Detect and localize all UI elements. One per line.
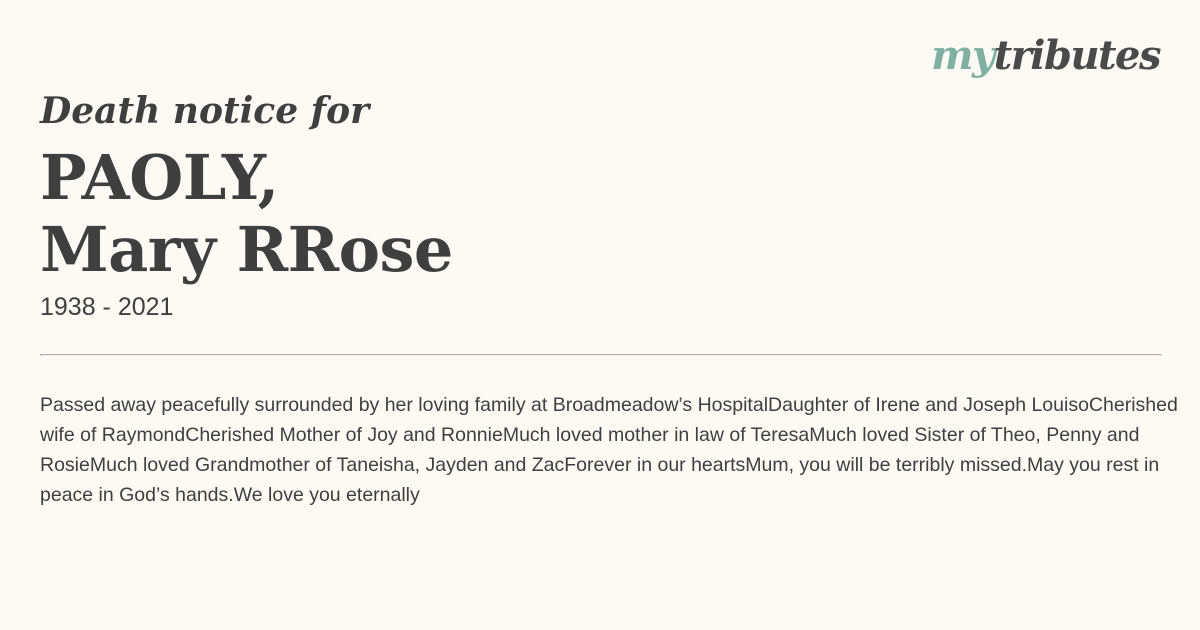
deceased-name [40, 142, 453, 286]
notice-intro: Death notice for [40, 90, 370, 132]
deceased-given-names: Mary RRose [40, 213, 453, 286]
deceased-surname: PAOLY, [40, 141, 279, 214]
divider [40, 354, 1162, 356]
logo-tributes: tributes [993, 32, 1160, 79]
logo-my: my [931, 32, 994, 79]
mytributes-logo [931, 32, 1160, 79]
life-years: 1938 - 2021 [40, 293, 174, 321]
notice-message: Passed away peacefully surrounded by her loving family at Broadmeadow’s HospitalDaughter of Irene and Joseph LouisoCherished wife of RaymondCherished Mother of Joy and RonnieMuch loved mother in law of TeresaMuch loved Sister of Theo, Penny and RosieMuch loved Grandmother of Taneisha, Jayden and ZacForever in our heartsMum, you will be terribly missed.May you rest in peace in God’s hands.We love you eternally [40, 394, 1178, 506]
